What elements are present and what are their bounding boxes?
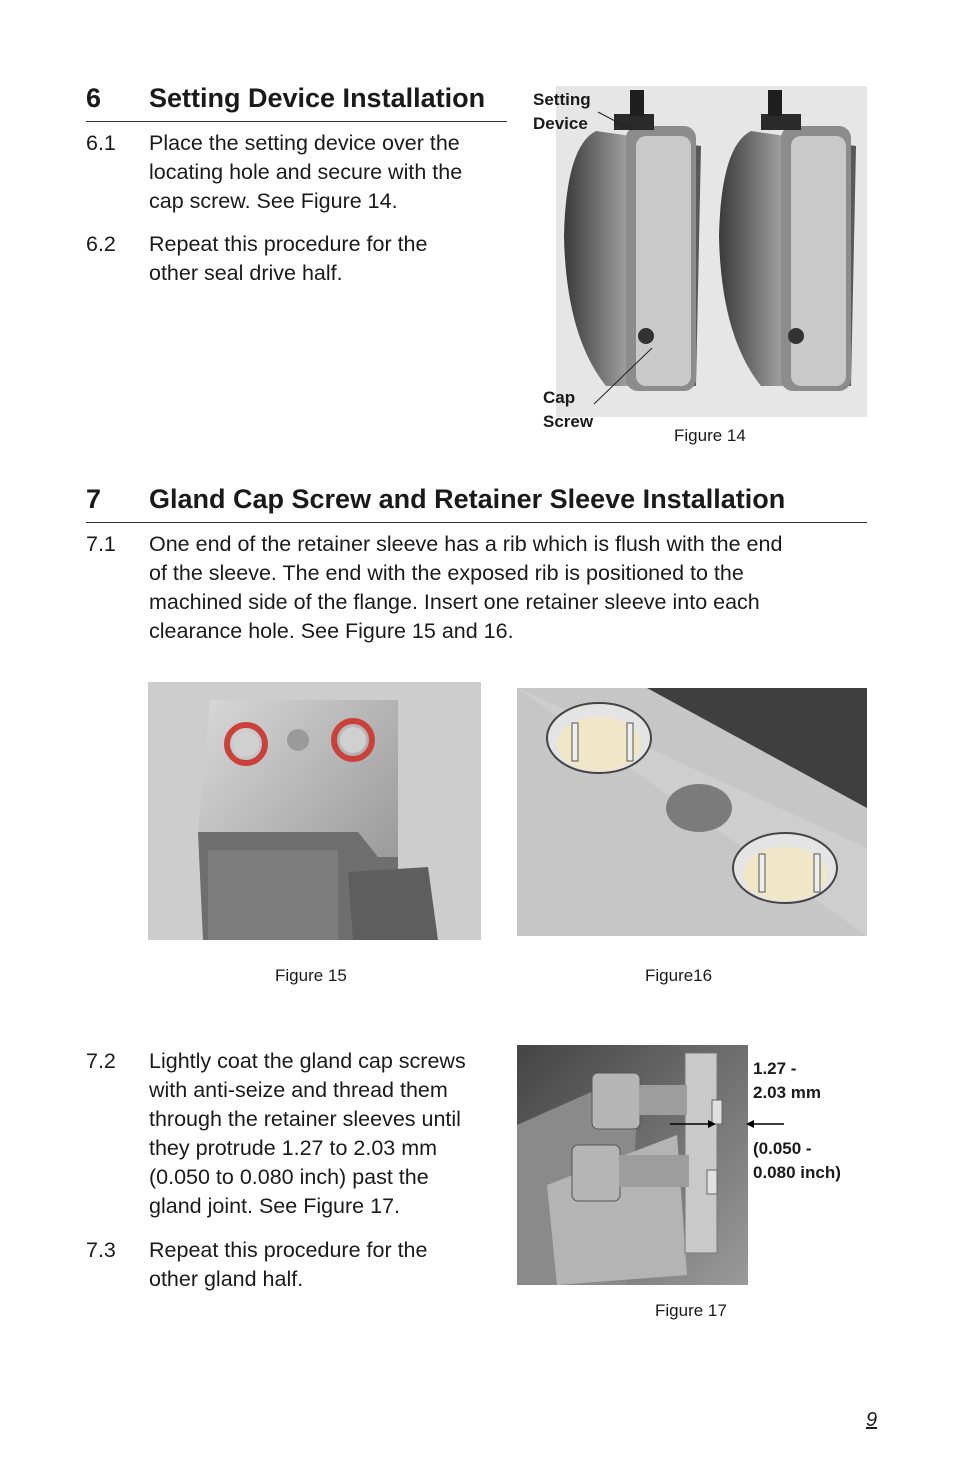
figure-16-caption: Figure16 bbox=[645, 966, 713, 985]
figure-17-photo bbox=[517, 1045, 748, 1285]
step-7-1-text: One end of the retainer sleeve has a rib which is flush with the end of the sleeve. The end with the exposed rib is positioned to the machined side of the flange. Insert one retainer sleeve into each clearance hole. See Figure 15 and 16. bbox=[149, 532, 783, 643]
callout-setting-device: Setting Device bbox=[533, 90, 591, 133]
section-7-title: Gland Cap Screw and Retainer Sleeve Installation bbox=[149, 484, 786, 514]
figure-15-photo bbox=[148, 682, 481, 940]
leader-line-cap-screw bbox=[590, 340, 660, 410]
section-6-title: Setting Device Installation bbox=[149, 83, 486, 113]
figure-15-caption: Figure 15 bbox=[275, 966, 347, 985]
leader-line-setting-device bbox=[590, 108, 640, 138]
step-6-2-number: 6.2 bbox=[86, 232, 116, 256]
callout-dimension-mm: 1.27 - 2.03 mm bbox=[753, 1059, 822, 1102]
dimension-arrow bbox=[660, 1112, 790, 1136]
callout-dimension-inch: (0.050 - 0.080 inch) bbox=[753, 1139, 841, 1182]
step-7-3-number: 7.3 bbox=[86, 1238, 116, 1262]
figure-14-caption: Figure 14 bbox=[674, 426, 746, 445]
section-6-rule bbox=[86, 121, 507, 122]
step-7-2-text: Lightly coat the gland cap screws with anti-seize and thread them through the retainer sleeves until they protrude 1.27 to 2.03 mm (0.050 to 0.080 inch) past the gland joint. See Figure 17. bbox=[149, 1049, 466, 1218]
step-6-1-text: Place the setting device over the locating hole and secure with the cap screw. See Figure 14. bbox=[149, 131, 463, 213]
step-6-1-number: 6.1 bbox=[86, 131, 116, 155]
figure-17-caption: Figure 17 bbox=[655, 1301, 727, 1320]
figure-16-render bbox=[517, 688, 867, 936]
callout-cap-screw: Cap Screw bbox=[543, 388, 594, 431]
step-7-1-number: 7.1 bbox=[86, 532, 116, 556]
page-number: 9 bbox=[866, 1409, 878, 1431]
section-7-rule bbox=[86, 522, 867, 523]
step-6-2-text: Repeat this procedure for the other seal drive half. bbox=[149, 232, 428, 285]
step-7-3-text: Repeat this procedure for the other gland half. bbox=[149, 1238, 428, 1291]
section-6-number: 6 bbox=[86, 83, 102, 113]
step-7-2-number: 7.2 bbox=[86, 1049, 116, 1073]
section-7-number: 7 bbox=[86, 484, 102, 514]
